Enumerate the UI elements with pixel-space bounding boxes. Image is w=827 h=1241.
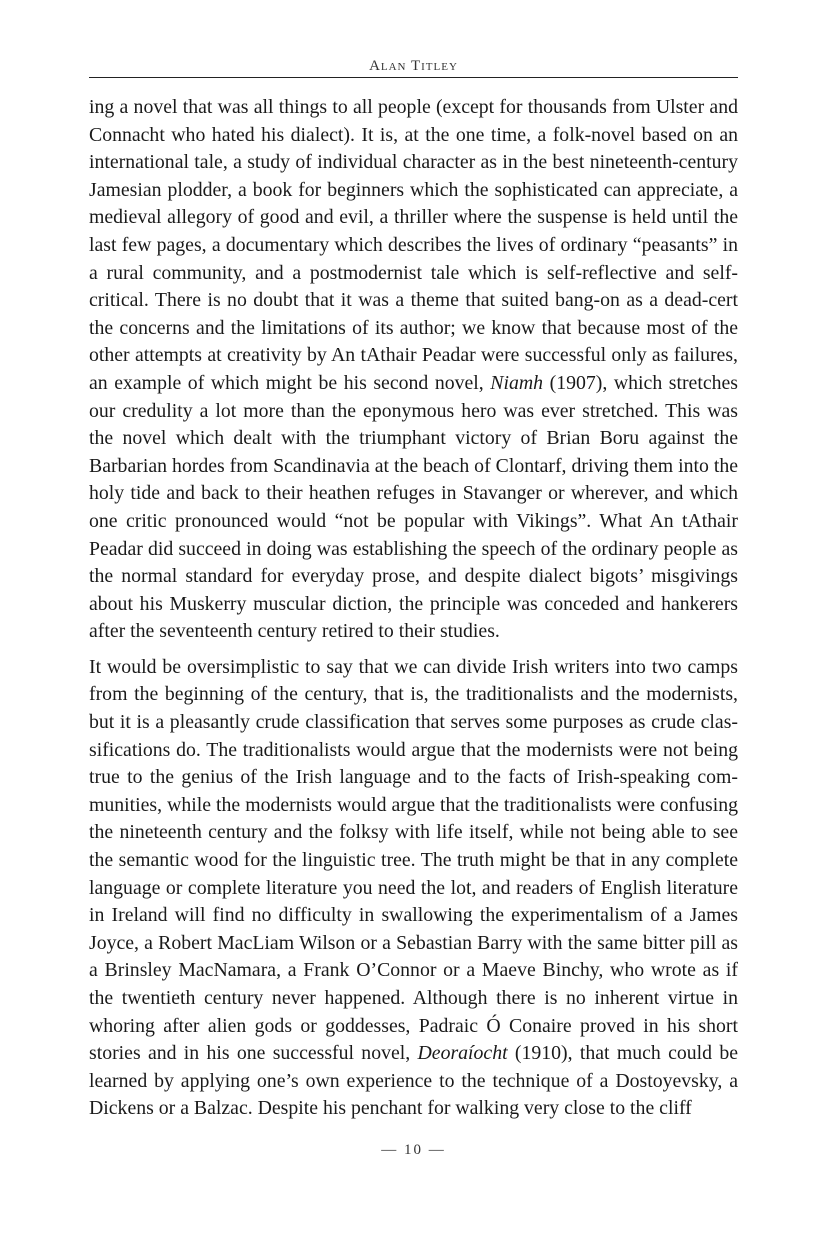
page-number: — 10 —: [381, 1142, 446, 1158]
book-title-deoraiocht: Deoraíocht: [417, 1042, 508, 1065]
paragraph-1-text-b: (1907), which stretches our credulity a lot more than the eponymous hero was ever stretched. This was the novel which dealt with the triumphant victory of Brian Boru against the Barbarian hordes from Scandinavia at the beach of Clontarf, driving them into the holy tide and back to their heathen refuges in Stavanger or wherever, and which one critic pronounced would “not be popular with Vikings”. What An tAthair Peadar did succeed in doing was establishing the speech of the ordinary people as the normal standard for everyday prose, and despite dialect bigots’ misgivings about his Muskerry muscular diction, the principle was conceded and hankerers after the seventeenth century retired to their studies.: [89, 371, 738, 643]
body-text: [89, 94, 738, 1131]
paragraph-2-text-b: (1910), that much could be learned by applying one’s own experience to the technique of a Dostoyevsky, a Dickens or a Balzac. Despite his penchant for walking very close to the cliff: [89, 1042, 738, 1120]
book-title-niamh: Niamh: [490, 371, 544, 394]
paragraph-1-text-a: ing a novel that was all things to all people (except for thousands from Ulster and Connacht who hated his dialect). It is, at the one time, a folk-novel based on an international tale, a study of individual character as in the best nineteenth-century Jamesian plodder, a book for beginners which the sophisticated can appreciate, a medieval allegory of good and evil, a thriller where the suspense is held until the last few pages, a documentary which describes the lives of ordinary “peasants” in a rural community, and a postmodernist tale which is self-reflective and self-critical. There is no doubt that it was a theme that suited bang-on as a dead-cert the concerns and the limitations of its author; we know that because most of the other attempts at creativity by An tAthair Peadar were successful only as failures, an example of which might be his second novel,: [89, 96, 738, 394]
paragraph-2-text-a: It would be oversimplistic to say that we can divide Irish writers into two camps from the beginning of the century, that is, the traditionalists and the modernists, but it is a pleasantly crude classification that serves some purposes as crude classifications do. The traditionalists would argue that the modernists were not being true to the genius of the Irish language and to the facts of Irish-speaking communities, while the modernists would argue that the traditionalists were confusing the nineteenth century and the folksy with life itself, while not being able to see the semantic wood for the linguistic tree. The truth might be that in any complete language or complete literature you need the lot, and readers of English literature in Ireland will find no difficulty in swallowing the experimentalism of a James Joyce, a Robert MacLiam Wilson or a Sebastian Barry with the same bitter pill as a Brinsley MacNamara, a Frank O’Connor or a Maeve Binchy, who wrote as if the twentieth century never happened. Although there is no inherent virtue in whoring after alien gods or goddesses, Padraic Ó Conaire proved in his short stories and in his one successful novel,: [89, 655, 738, 1065]
header-rule: [89, 77, 738, 78]
paragraph-2: [89, 654, 738, 1123]
paragraph-1: [89, 94, 738, 646]
running-header: Alan Titley: [369, 58, 458, 74]
